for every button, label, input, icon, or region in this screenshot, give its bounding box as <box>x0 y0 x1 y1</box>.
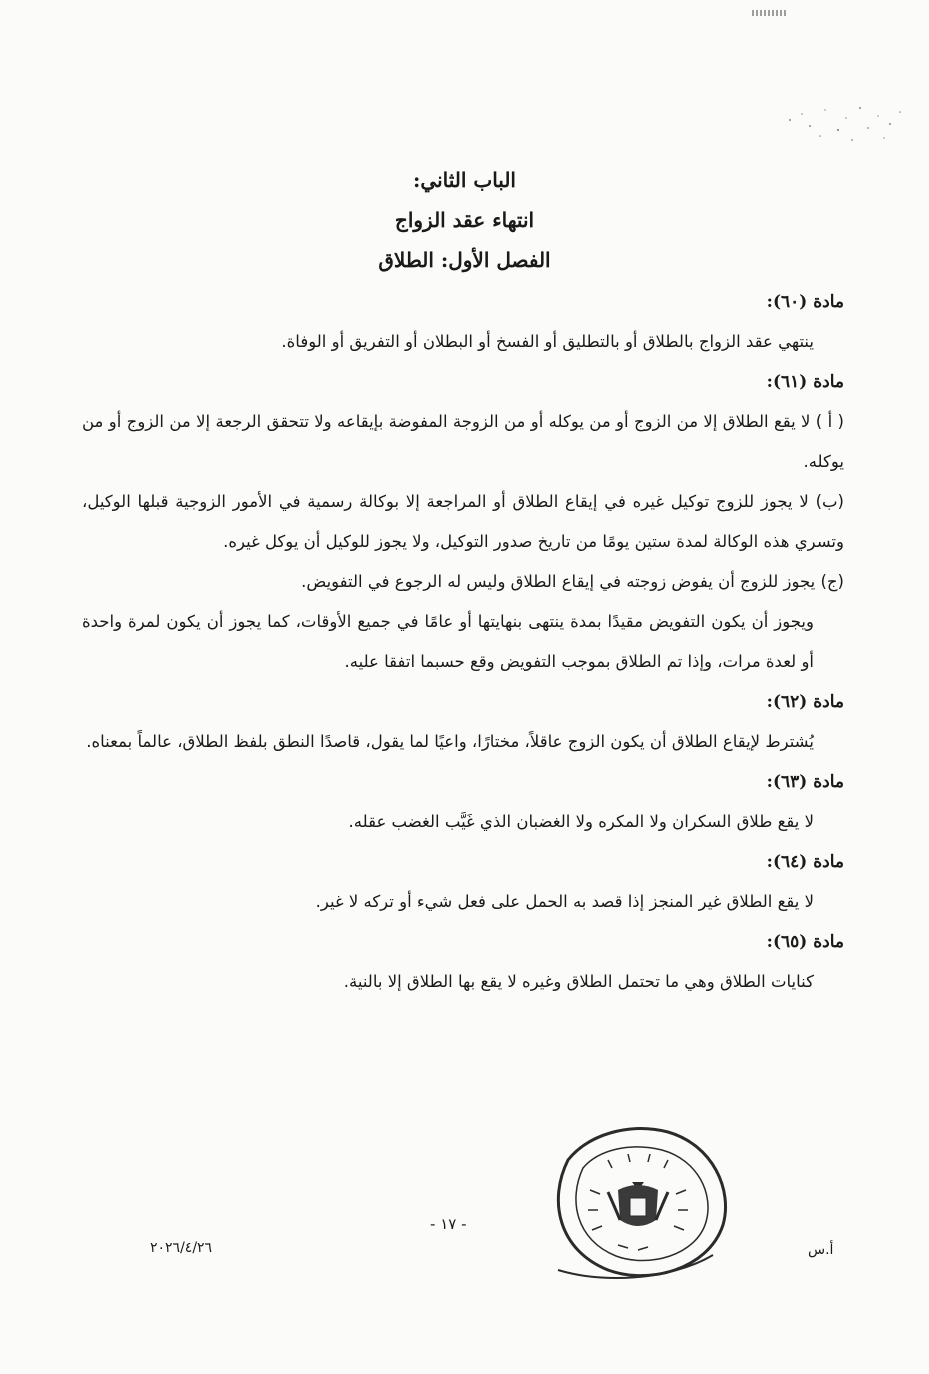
author-initials: أ.س <box>808 1242 834 1258</box>
article-title: مادة (٦٣): <box>766 772 844 792</box>
document-date: ٢٠٢٦/٤/٢٦ <box>150 1240 213 1256</box>
part-title: انتهاء عقد الزواج <box>394 208 535 232</box>
article-63 <box>82 762 844 842</box>
article-64 <box>82 842 844 922</box>
page-number: - ١٧ - <box>430 1215 467 1233</box>
article-paragraph: لا يقع طلاق السكران ولا المكره ولا الغضبان الذي غَيَّب الغضب عقله. <box>348 812 814 831</box>
article-paragraph: ينتهي عقد الزواج بالطلاق أو بالتطليق أو الفسخ أو البطلان أو التفريق أو الوفاة. <box>281 332 814 351</box>
article-title: مادة (٦٠): <box>766 292 844 312</box>
article-title: مادة (٦٥): <box>766 932 844 952</box>
article-title: مادة (٦٢): <box>766 692 844 712</box>
part-heading: الباب الثاني: <box>413 168 516 192</box>
document-footer <box>0 1210 929 1270</box>
chapter-heading: الفصل الأول: الطلاق <box>378 248 551 272</box>
article-paragraph: كنايات الطلاق وهي ما تحتمل الطلاق وغيره لا يقع بها الطلاق إلا بالنية. <box>343 972 814 991</box>
scan-mark <box>752 10 786 16</box>
article-paragraph: لا يقع الطلاق غير المنجز إذا قصد به الحمل على فعل شيء أو تركه لا غير. <box>315 892 814 911</box>
article-60 <box>82 282 844 362</box>
article-paragraph: يُشترط لإيقاع الطلاق أن يكون الزوج عاقلاً، مختارًا، واعيًا لما يقول، قاصدًا النطق بلفظ الطلاق، عالماً بمعناه. <box>86 732 814 751</box>
article-62 <box>82 682 844 762</box>
article-61 <box>82 362 844 682</box>
article-title: مادة (٦٤): <box>766 852 844 872</box>
article-paragraph: ( أ ) لا يقع الطلاق إلا من الزوج أو من يوكله أو من الزوجة المفوضة بإيقاعه ولا تتحقق الرجعة إلا من الزوج أو من يوكله. <box>82 412 844 471</box>
article-paragraph: (ب) لا يجوز للزوج توكيل غيره في إيقاع الطلاق أو المراجعة إلا بوكالة رسمية في الأمور الزوجية قبلها الوكيل، وتسري هذه الوكالة لمدة ستين يومًا من تاريخ صدور التوكيل، ولا يجوز للوكيل أن يوكل غيره. <box>82 492 844 551</box>
article-title: مادة (٦١): <box>766 372 844 392</box>
scan-speckles <box>780 100 910 150</box>
article-65 <box>82 922 844 1002</box>
document-body <box>82 282 844 1002</box>
article-paragraph: ويجوز أن يكون التفويض مقيدًا بمدة ينتهى بنهايتها أو عامًا في جميع الأوقات، كما يجوز أن يكون لمرة واحدة أو لعدة مرات، وإذا تم الطلاق بموجب التفويض وقع حسبما اتفقا عليه. <box>82 612 814 671</box>
article-paragraph: (ج) يجوز للزوج أن يفوض زوجته في إيقاع الطلاق وليس له الرجوع في التفويض. <box>301 572 844 591</box>
document-header <box>0 160 929 280</box>
